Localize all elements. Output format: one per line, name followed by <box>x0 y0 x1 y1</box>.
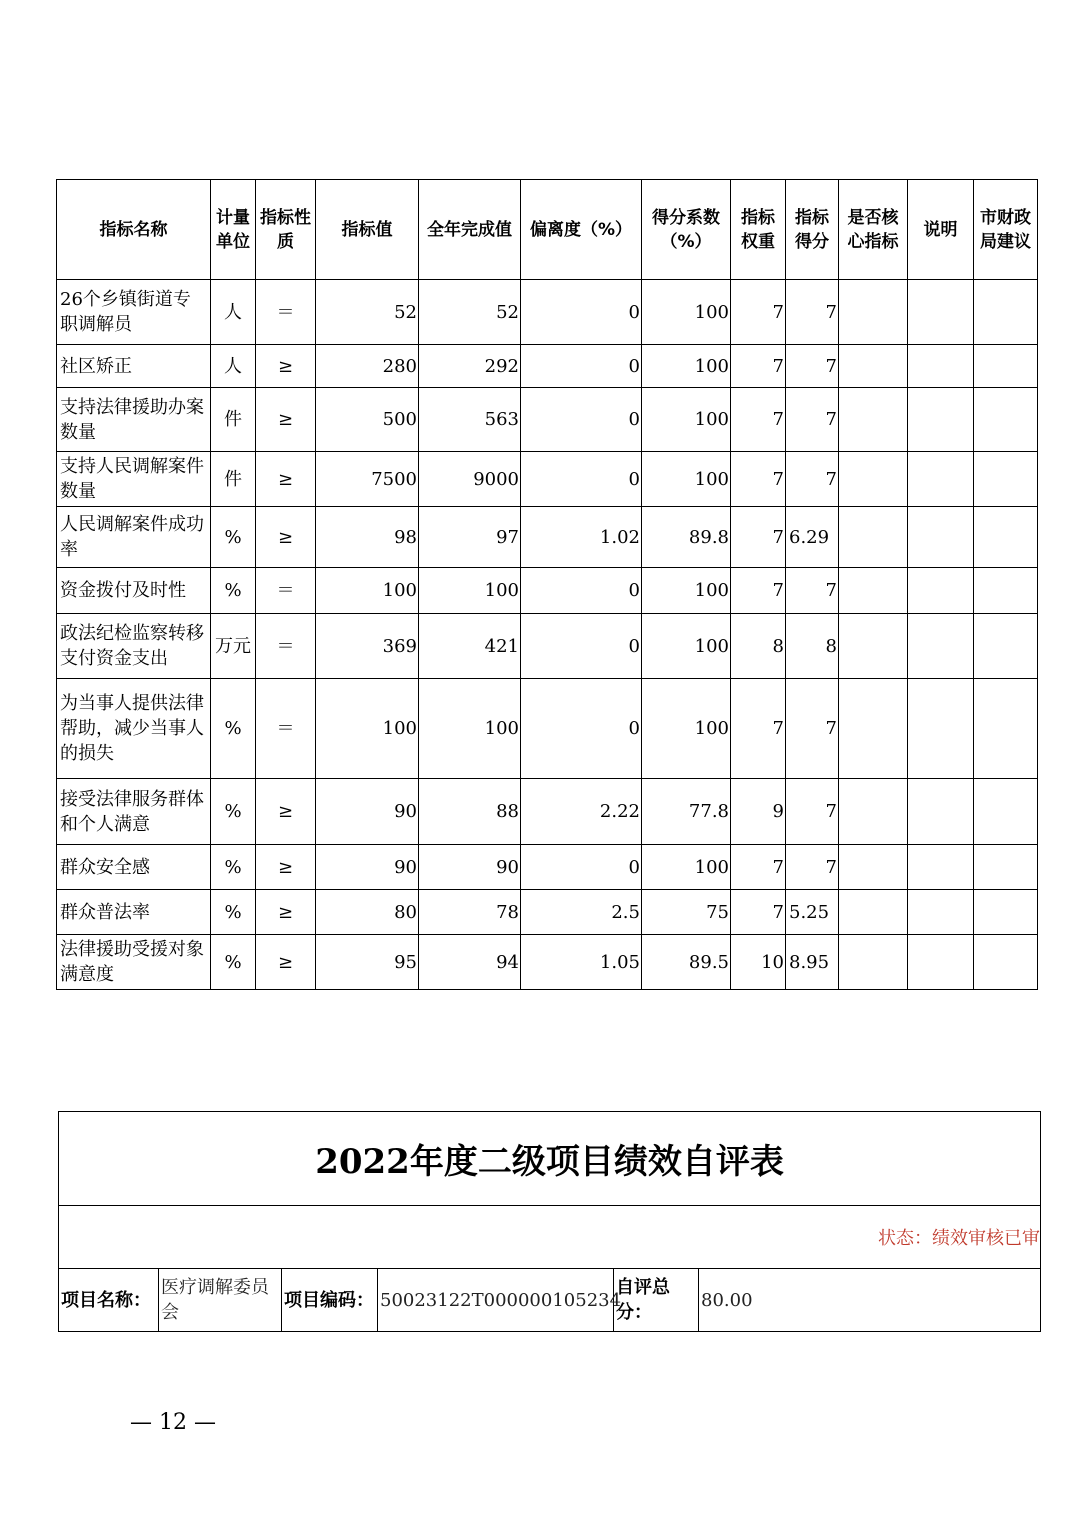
cell-actual: 90 <box>419 845 521 890</box>
cell-unit: % <box>211 935 256 990</box>
cell-deviation: 0 <box>521 679 642 779</box>
cell-actual: 563 <box>419 388 521 452</box>
cell-score: 7 <box>786 280 839 345</box>
cell-target: 98 <box>316 507 419 568</box>
cell-weight: 7 <box>731 280 786 345</box>
form-title: 2022年度二级项目绩效自评表 <box>59 1112 1041 1206</box>
cell-nature: ≥ <box>256 345 316 388</box>
header-cell: 指标权重 <box>731 180 786 280</box>
cell-weight: 7 <box>731 845 786 890</box>
cell-suggestion <box>974 890 1038 935</box>
cell-core <box>839 345 908 388</box>
table-row <box>57 452 1038 507</box>
cell-suggestion <box>974 345 1038 388</box>
cell-deviation: 2.22 <box>521 779 642 845</box>
indicator-table-body <box>57 280 1038 990</box>
table-row <box>57 614 1038 679</box>
cell-weight: 7 <box>731 388 786 452</box>
cell-target: 52 <box>316 280 419 345</box>
cell-actual: 421 <box>419 614 521 679</box>
cell-actual: 88 <box>419 779 521 845</box>
cell-actual: 94 <box>419 935 521 990</box>
cell-core <box>839 568 908 614</box>
cell-target: 100 <box>316 679 419 779</box>
cell-core <box>839 845 908 890</box>
table-header-row <box>57 180 1038 280</box>
cell-coefficient: 100 <box>642 388 731 452</box>
cell-unit: 件 <box>211 452 256 507</box>
cell-score: 7 <box>786 779 839 845</box>
cell-suggestion <box>974 935 1038 990</box>
header-cell: 指标性质 <box>256 180 316 280</box>
cell-core <box>839 452 908 507</box>
cell-unit: % <box>211 568 256 614</box>
cell-deviation: 0 <box>521 568 642 614</box>
cell-deviation: 0 <box>521 345 642 388</box>
table-row <box>57 345 1038 388</box>
cell-deviation: 0 <box>521 280 642 345</box>
cell-nature: ≥ <box>256 779 316 845</box>
cell-coefficient: 100 <box>642 280 731 345</box>
status-text: 状态：绩效审核已审 <box>59 1206 1041 1269</box>
cell-actual: 100 <box>419 568 521 614</box>
cell-note <box>908 935 974 990</box>
cell-score: 8 <box>786 614 839 679</box>
header-cell: 指标名称 <box>57 180 211 280</box>
cell-name: 接受法律服务群体和个人满意 <box>57 779 211 845</box>
cell-target: 90 <box>316 845 419 890</box>
cell-nature: ≥ <box>256 388 316 452</box>
self-score-label: 自评总分： <box>614 1269 699 1332</box>
cell-core <box>839 890 908 935</box>
table-row <box>57 280 1038 345</box>
cell-deviation: 1.05 <box>521 935 642 990</box>
cell-suggestion <box>974 507 1038 568</box>
cell-note <box>908 779 974 845</box>
cell-note <box>908 280 974 345</box>
cell-nature: ＝ <box>256 280 316 345</box>
table-row <box>57 507 1038 568</box>
header-cell: 是否核心指标 <box>839 180 908 280</box>
cell-actual: 100 <box>419 679 521 779</box>
cell-note <box>908 507 974 568</box>
cell-weight: 8 <box>731 614 786 679</box>
cell-weight: 7 <box>731 890 786 935</box>
cell-target: 369 <box>316 614 419 679</box>
page-number: — 12 — <box>130 1410 216 1435</box>
cell-name: 支持人民调解案件数量 <box>57 452 211 507</box>
cell-actual: 292 <box>419 345 521 388</box>
cell-suggestion <box>974 614 1038 679</box>
cell-deviation: 0 <box>521 388 642 452</box>
cell-weight: 7 <box>731 568 786 614</box>
cell-name: 群众安全感 <box>57 845 211 890</box>
cell-unit: 件 <box>211 388 256 452</box>
cell-deviation: 2.5 <box>521 890 642 935</box>
cell-core <box>839 935 908 990</box>
table-row <box>57 845 1038 890</box>
cell-deviation: 0 <box>521 845 642 890</box>
cell-name: 资金拨付及时性 <box>57 568 211 614</box>
cell-suggestion <box>974 388 1038 452</box>
cell-score: 7 <box>786 568 839 614</box>
cell-actual: 9000 <box>419 452 521 507</box>
cell-coefficient: 89.5 <box>642 935 731 990</box>
header-cell: 说明 <box>908 180 974 280</box>
cell-coefficient: 100 <box>642 614 731 679</box>
cell-suggestion <box>974 679 1038 779</box>
project-name-label: 项目名称： <box>59 1269 159 1332</box>
header-cell: 市财政局建议 <box>974 180 1038 280</box>
cell-name: 群众普法率 <box>57 890 211 935</box>
cell-unit: 人 <box>211 280 256 345</box>
cell-note <box>908 345 974 388</box>
cell-coefficient: 100 <box>642 679 731 779</box>
cell-suggestion <box>974 845 1038 890</box>
cell-coefficient: 100 <box>642 345 731 388</box>
cell-unit: % <box>211 779 256 845</box>
cell-unit: % <box>211 845 256 890</box>
cell-target: 7500 <box>316 452 419 507</box>
cell-note <box>908 452 974 507</box>
cell-note <box>908 890 974 935</box>
cell-nature: ＝ <box>256 568 316 614</box>
cell-deviation: 1.02 <box>521 507 642 568</box>
cell-name: 社区矫正 <box>57 345 211 388</box>
cell-nature: ＝ <box>256 614 316 679</box>
cell-unit: % <box>211 679 256 779</box>
cell-core <box>839 679 908 779</box>
project-name-value: 医疗调解委员会 <box>159 1269 282 1332</box>
cell-target: 80 <box>316 890 419 935</box>
cell-weight: 7 <box>731 345 786 388</box>
table-row <box>57 935 1038 990</box>
cell-weight: 10 <box>731 935 786 990</box>
cell-unit: % <box>211 890 256 935</box>
cell-score: 5.25 <box>786 890 839 935</box>
indicator-table <box>56 179 1038 990</box>
cell-target: 100 <box>316 568 419 614</box>
cell-score: 7 <box>786 845 839 890</box>
cell-core <box>839 614 908 679</box>
table-row <box>57 779 1038 845</box>
cell-coefficient: 77.8 <box>642 779 731 845</box>
cell-deviation: 0 <box>521 452 642 507</box>
cell-name: 人民调解案件成功率 <box>57 507 211 568</box>
cell-unit: % <box>211 507 256 568</box>
cell-unit: 人 <box>211 345 256 388</box>
cell-unit: 万元 <box>211 614 256 679</box>
cell-score: 7 <box>786 679 839 779</box>
project-code-value: 50023122T000000105234 <box>378 1269 614 1332</box>
cell-coefficient: 100 <box>642 845 731 890</box>
cell-deviation: 0 <box>521 614 642 679</box>
cell-score: 7 <box>786 388 839 452</box>
cell-name: 政法纪检监察转移支付资金支出 <box>57 614 211 679</box>
table-row <box>57 388 1038 452</box>
cell-note <box>908 845 974 890</box>
header-cell: 指标值 <box>316 180 419 280</box>
cell-actual: 97 <box>419 507 521 568</box>
cell-note <box>908 614 974 679</box>
cell-core <box>839 779 908 845</box>
header-cell: 计量单位 <box>211 180 256 280</box>
cell-nature: ≥ <box>256 507 316 568</box>
cell-note <box>908 388 974 452</box>
summary-table <box>58 1111 1041 1332</box>
cell-coefficient: 100 <box>642 568 731 614</box>
cell-score: 7 <box>786 345 839 388</box>
cell-suggestion <box>974 280 1038 345</box>
cell-target: 280 <box>316 345 419 388</box>
cell-score: 7 <box>786 452 839 507</box>
cell-score: 8.95 <box>786 935 839 990</box>
cell-name: 为当事人提供法律帮助，减少当事人的损失 <box>57 679 211 779</box>
project-code-label: 项目编码： <box>282 1269 378 1332</box>
cell-actual: 52 <box>419 280 521 345</box>
cell-suggestion <box>974 568 1038 614</box>
header-cell: 得分系数（%） <box>642 180 731 280</box>
cell-nature: ＝ <box>256 679 316 779</box>
cell-nature: ≥ <box>256 845 316 890</box>
cell-note <box>908 679 974 779</box>
cell-core <box>839 280 908 345</box>
cell-nature: ≥ <box>256 890 316 935</box>
cell-target: 500 <box>316 388 419 452</box>
cell-coefficient: 75 <box>642 890 731 935</box>
table-row <box>57 890 1038 935</box>
cell-core <box>839 388 908 452</box>
cell-name: 支持法律援助办案数量 <box>57 388 211 452</box>
cell-name: 26个乡镇街道专职调解员 <box>57 280 211 345</box>
cell-core <box>839 507 908 568</box>
cell-weight: 7 <box>731 452 786 507</box>
cell-actual: 78 <box>419 890 521 935</box>
cell-coefficient: 100 <box>642 452 731 507</box>
cell-note <box>908 568 974 614</box>
header-cell: 偏离度（%） <box>521 180 642 280</box>
cell-score: 6.29 <box>786 507 839 568</box>
cell-suggestion <box>974 452 1038 507</box>
cell-weight: 7 <box>731 507 786 568</box>
cell-weight: 9 <box>731 779 786 845</box>
cell-target: 90 <box>316 779 419 845</box>
cell-nature: ≥ <box>256 452 316 507</box>
cell-target: 95 <box>316 935 419 990</box>
table-row <box>57 568 1038 614</box>
cell-nature: ≥ <box>256 935 316 990</box>
cell-name: 法律援助受援对象满意度 <box>57 935 211 990</box>
header-cell: 指标得分 <box>786 180 839 280</box>
header-cell: 全年完成值 <box>419 180 521 280</box>
cell-suggestion <box>974 779 1038 845</box>
cell-weight: 7 <box>731 679 786 779</box>
cell-coefficient: 89.8 <box>642 507 731 568</box>
self-score-value: 80.00 <box>699 1269 1041 1332</box>
table-row <box>57 679 1038 779</box>
